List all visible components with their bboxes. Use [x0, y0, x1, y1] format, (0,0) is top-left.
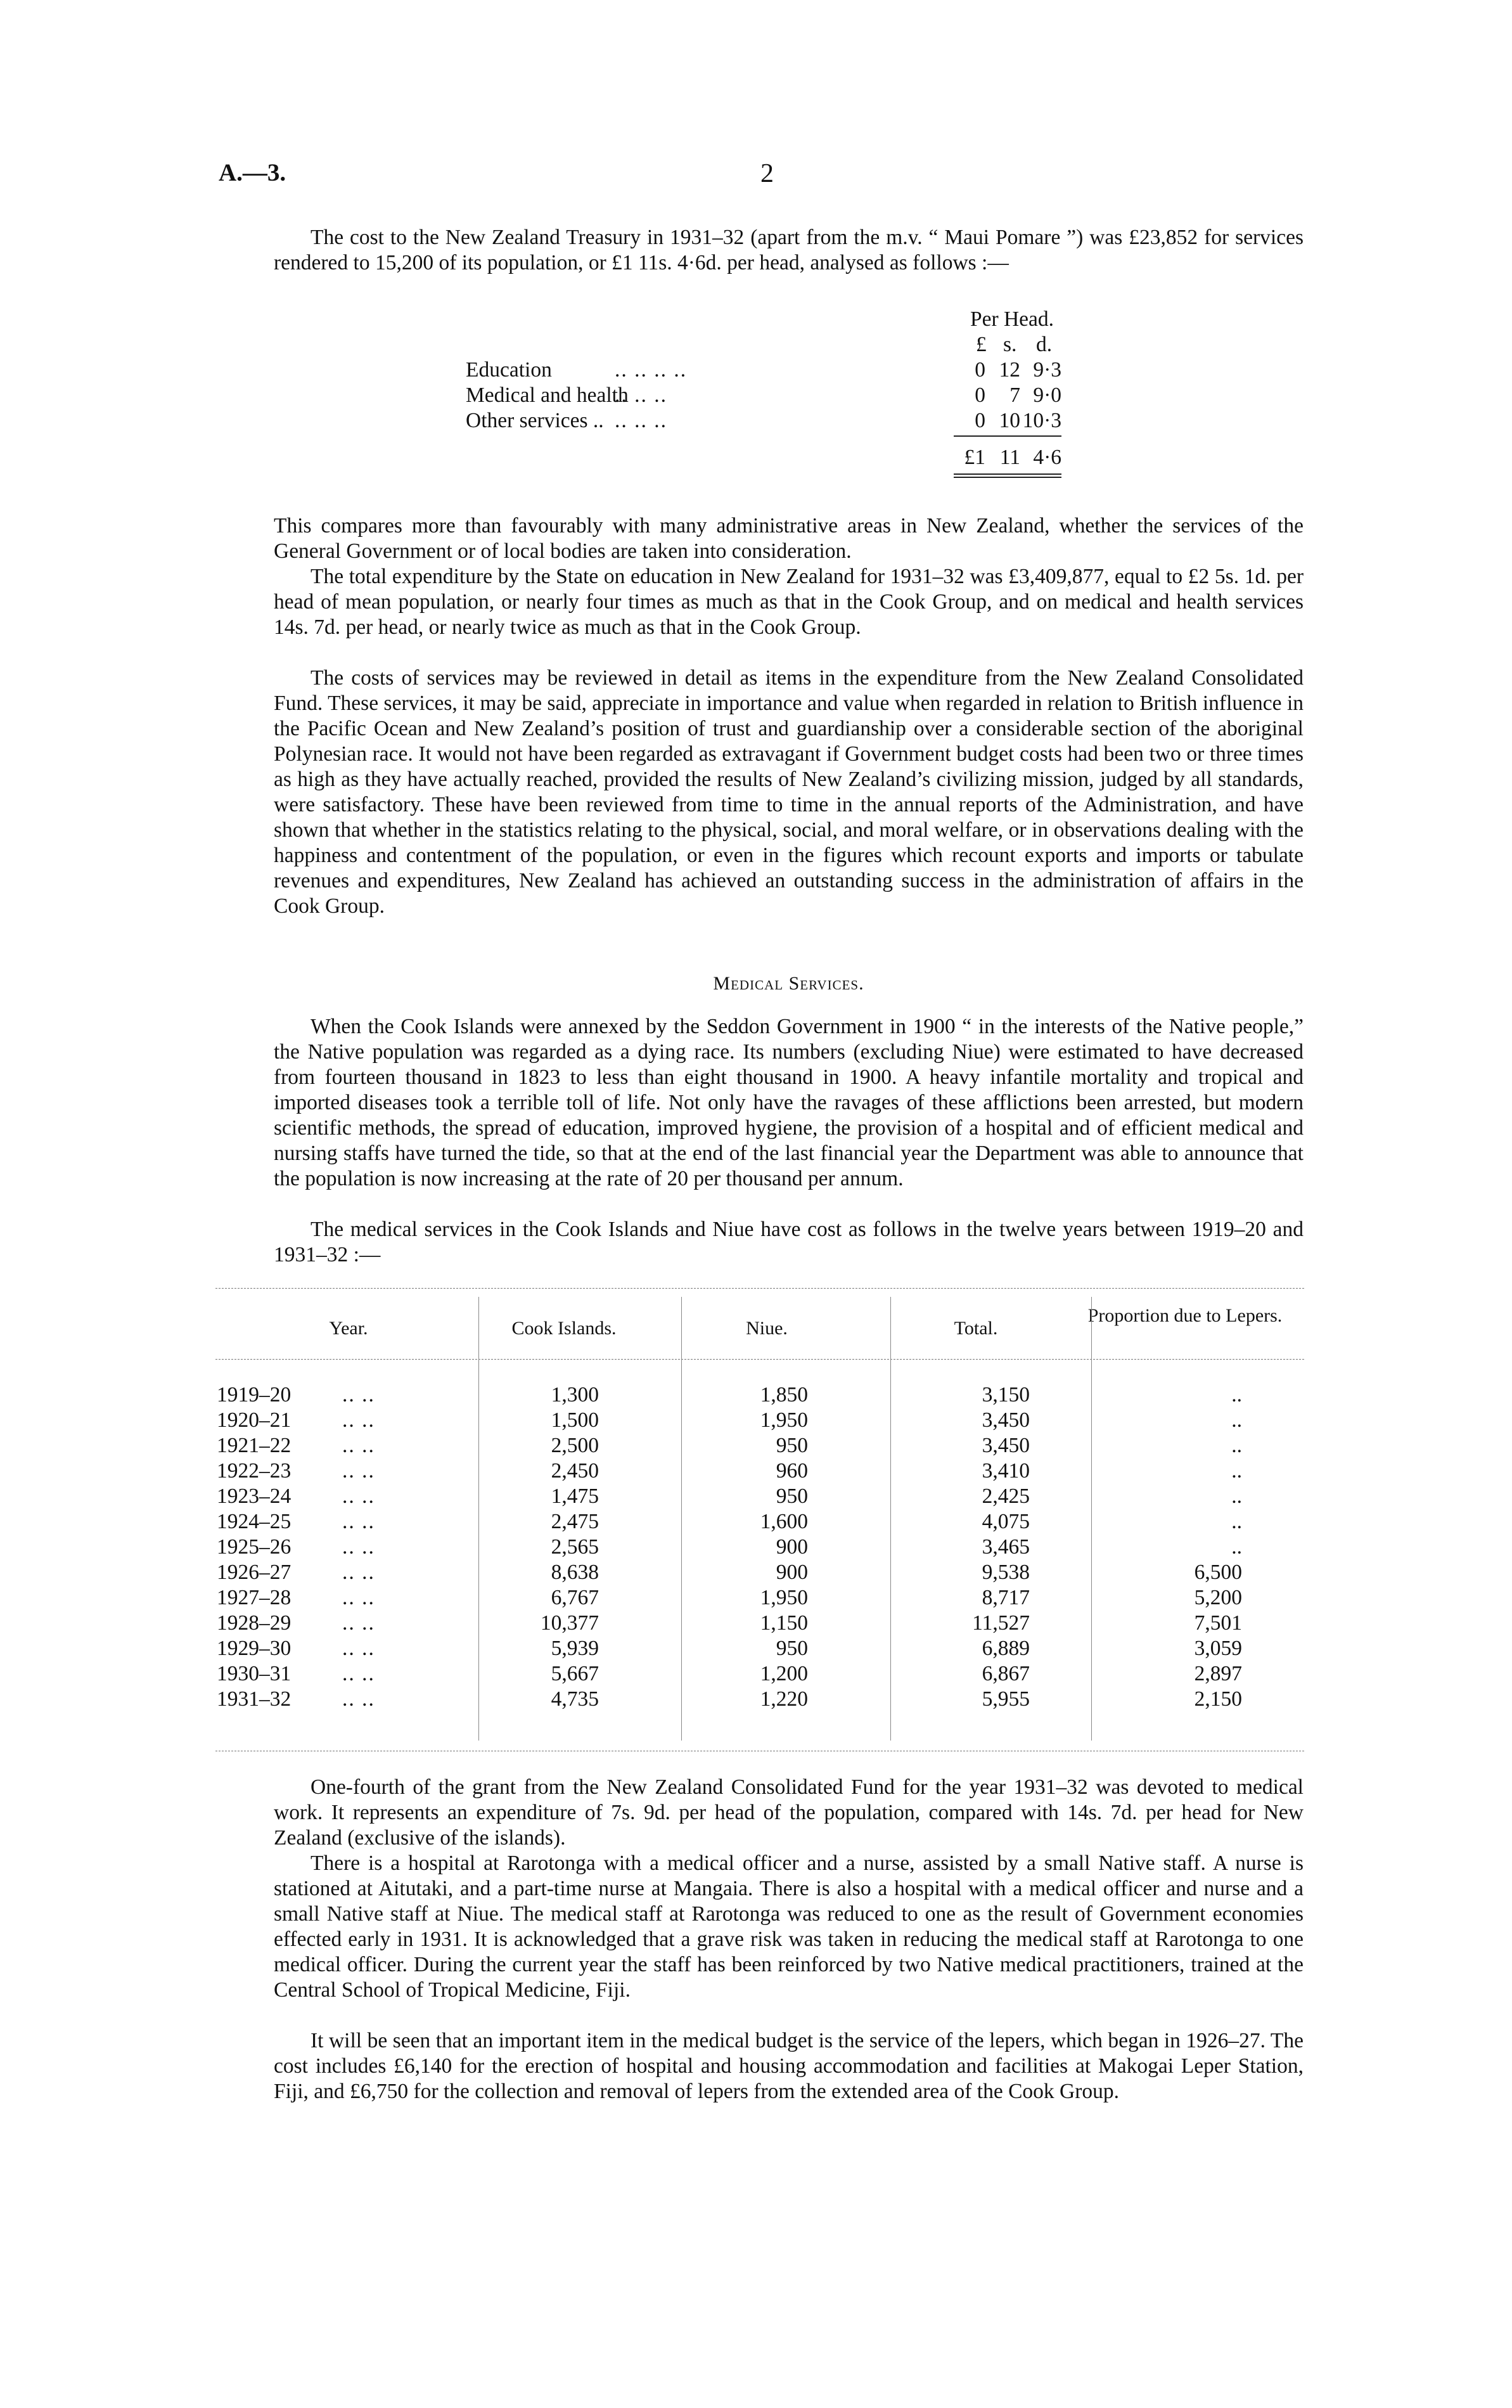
summary-total-pence: 4·6	[1033, 446, 1061, 469]
summary-shillings: 7	[1009, 383, 1020, 407]
paragraph-hospitals: There is a hospital at Rarotonga with a medical officer and a nurse, assisted by a small Native staff. A nurse is stationed at Aitutaki, and a part-time nurse at Mangaia. There is also a hospital with a medical officer and nurse and a small Native staff at Niue. The medical staff at Rarotonga was reduced to one as the result of Government economies effected early in 1931. It is acknowledged that a grave risk was taken in reducing the medical staff at Rarotonga to one medical officer. During the current year the staff has been reinforced by two Native medical practitioners, trained at the Central School of Tropical Medicine, Fiji.	[274, 1851, 1304, 2002]
dot-leaders: .. ..	[342, 1510, 375, 1533]
table-row	[215, 1687, 1304, 1713]
dot-leaders: .. ..	[342, 1611, 375, 1635]
cell-lepers: ..	[1231, 1408, 1242, 1432]
cell-niue: 1,200	[760, 1662, 808, 1685]
cell-total: 3,450	[982, 1434, 1030, 1457]
cell-niue: 950	[776, 1434, 808, 1457]
cell-year: 1925–26	[217, 1535, 292, 1559]
table-row	[215, 1459, 1304, 1484]
cell-cook-islands: 2,450	[551, 1459, 599, 1483]
cell-year: 1919–20	[217, 1383, 292, 1407]
cell-year: 1928–29	[217, 1611, 292, 1635]
summary-double-rule	[954, 477, 1061, 478]
unit-pence: d.	[1036, 333, 1053, 356]
page-number: 2	[760, 159, 774, 188]
cell-year: 1930–31	[217, 1662, 292, 1685]
table-row	[215, 1510, 1304, 1535]
cell-cook-islands: 1,475	[551, 1484, 599, 1508]
paragraph-grant-share: One-fourth of the grant from the New Zealand Consolidated Fund for the year 1931–32 was devoted to medical work. It represents an expenditure of 7s. 9d. per head of the population, compared with 14s. 7d. per head for New Zealand (exclusive of the islands).	[274, 1775, 1304, 1850]
summary-pounds: 0	[975, 409, 985, 432]
summary-row	[466, 383, 1074, 409]
page-header	[219, 158, 1293, 196]
dot-leaders: .. ..	[342, 1561, 375, 1584]
cell-cook-islands: 2,565	[551, 1535, 599, 1559]
cell-total: 3,450	[982, 1408, 1030, 1432]
table-row	[215, 1637, 1304, 1662]
cell-cook-islands: 1,300	[551, 1383, 599, 1407]
cell-total: 5,955	[982, 1687, 1030, 1711]
summary-pence: 10·3	[1022, 409, 1061, 432]
table-row	[215, 1586, 1304, 1611]
cell-niue: 950	[776, 1484, 808, 1508]
paragraph-medical-costs-intro: The medical services in the Cook Islands and Niue have cost as follows in the twelve years between 1919–20 and 1931–32 :—	[274, 1218, 1304, 1266]
table-row	[215, 1662, 1304, 1687]
column-header-lepers: Proportion due to Lepers.	[1087, 1305, 1283, 1326]
cell-total: 6,867	[982, 1662, 1030, 1685]
table-row	[215, 1434, 1304, 1459]
cell-niue: 950	[776, 1637, 808, 1660]
section-title-medical-services: Medical Services.	[713, 973, 864, 994]
cell-year: 1924–25	[217, 1510, 292, 1533]
cell-year: 1927–28	[217, 1586, 292, 1609]
cell-cook-islands: 1,500	[551, 1408, 599, 1432]
table-row	[215, 1383, 1304, 1408]
dot-leaders: .. ..	[342, 1535, 375, 1559]
summary-total-row	[466, 446, 1074, 471]
summary-total-shillings: 11	[999, 446, 1020, 469]
cell-niue: 1,950	[760, 1408, 808, 1432]
unit-pounds: £	[976, 333, 987, 356]
cell-total: 6,889	[982, 1637, 1030, 1660]
cell-cook-islands: 4,735	[551, 1687, 599, 1711]
cell-cook-islands: 10,377	[540, 1611, 599, 1635]
table-row	[215, 1611, 1304, 1637]
cell-total: 4,075	[982, 1510, 1030, 1533]
table-row	[215, 1484, 1304, 1510]
medical-costs-table	[215, 1288, 1304, 1751]
cell-year: 1931–32	[217, 1687, 292, 1711]
cell-niue: 960	[776, 1459, 808, 1483]
cell-lepers: 3,059	[1194, 1637, 1242, 1660]
cell-lepers: ..	[1231, 1535, 1242, 1559]
cell-year: 1923–24	[217, 1484, 292, 1508]
cell-niue: 1,600	[760, 1510, 808, 1533]
column-header-total: Total.	[954, 1318, 998, 1339]
cell-total: 2,425	[982, 1484, 1030, 1508]
table-header-rule	[215, 1359, 1304, 1360]
cell-total: 3,150	[982, 1383, 1030, 1407]
cell-year: 1929–30	[217, 1637, 292, 1660]
unit-shillings: s.	[1003, 333, 1017, 356]
cell-year: 1926–27	[217, 1561, 292, 1584]
cell-lepers: 6,500	[1194, 1561, 1242, 1584]
summary-total-pounds: £1	[964, 446, 985, 469]
cell-cook-islands: 2,500	[551, 1434, 599, 1457]
dot-leaders: .. ..	[342, 1408, 375, 1432]
cell-niue: 900	[776, 1561, 808, 1584]
cell-year: 1921–22	[217, 1434, 292, 1457]
cell-lepers: ..	[1231, 1510, 1242, 1533]
summary-row	[466, 409, 1074, 434]
dot-leaders: .. ..	[342, 1662, 375, 1685]
summary-row-label: Other services ..	[466, 409, 604, 432]
cell-niue: 1,850	[760, 1383, 808, 1407]
cell-total: 9,538	[982, 1561, 1030, 1584]
dot-leaders: .. .. ..	[615, 383, 667, 407]
summary-shillings: 12	[999, 358, 1020, 382]
dot-leaders: .. ..	[342, 1383, 375, 1407]
dot-leaders: .. ..	[342, 1434, 375, 1457]
table-top-rule	[215, 1288, 1304, 1289]
summary-double-rule	[954, 473, 1061, 475]
dot-leaders: .. ..	[342, 1484, 375, 1508]
cell-cook-islands: 5,667	[551, 1662, 599, 1685]
cell-lepers: 7,501	[1194, 1611, 1242, 1635]
summary-row-label: Education	[466, 358, 552, 382]
dot-leaders: .. .. .. ..	[615, 358, 688, 382]
paragraph-lepers: It will be seen that an important item in the medical budget is the service of the lepers, which began in 1926–27. The cost includes £6,140 for the erection of hospital and housing accommodation and facilities at Makogai Leper Station, Fiji, and £6,750 for the collection and removal of lepers from the extended area of the Cook Group.	[274, 2029, 1304, 2103]
summary-pence: 9·3	[1033, 358, 1061, 382]
cell-niue: 1,220	[760, 1687, 808, 1711]
cell-lepers: ..	[1231, 1383, 1242, 1407]
cell-year: 1922–23	[217, 1459, 292, 1483]
cell-cook-islands: 8,638	[551, 1561, 599, 1584]
summary-pounds: 0	[975, 358, 985, 382]
cell-total: 3,410	[982, 1459, 1030, 1483]
dot-leaders: .. ..	[342, 1637, 375, 1660]
cell-total: 3,465	[982, 1535, 1030, 1559]
document-reference: A.—3.	[219, 159, 286, 186]
table-row	[215, 1408, 1304, 1434]
cell-lepers: 5,200	[1194, 1586, 1242, 1609]
summary-shillings: 10	[999, 409, 1020, 432]
cell-niue: 900	[776, 1535, 808, 1559]
cell-lepers: ..	[1231, 1434, 1242, 1457]
cell-lepers: 2,150	[1194, 1687, 1242, 1711]
cell-total: 11,527	[972, 1611, 1030, 1635]
paragraph-costs-review: The costs of services may be reviewed in detail as items in the expenditure from the New Zealand Consolidated Fund. These services, it may be said, appreciate in importance and value when regarded in relation to British influence in the Pacific Ocean and New Zealand’s position of trust and guardianship over a considerable section of the aboriginal Polynesian race. It would not have been regarded as extravagant if Government budget costs had been two or three times as high as they have actually reached, provided the results of New Zealand’s civilizing mission, judged by all standards, were satisfactory. These have been reviewed from time to time in the annual reports of the Administration, and have shown that whether in the statistics relating to the physical, social, and moral welfare, or in observations dealing with the happiness and contentment of the population, or even in the figures which recount exports and imports or tabulate revenues and expenditures, New Zealand has achieved an outstanding success in the administration of affairs in the Cook Group.	[274, 666, 1304, 918]
cell-niue: 1,150	[760, 1611, 808, 1635]
table-row	[215, 1535, 1304, 1561]
dot-leaders: .. ..	[342, 1586, 375, 1609]
summary-rule	[954, 435, 1061, 437]
cell-lepers: 2,897	[1194, 1662, 1242, 1685]
cell-niue: 1,950	[760, 1586, 808, 1609]
dot-leaders: .. ..	[342, 1687, 375, 1711]
dot-leaders: .. ..	[342, 1459, 375, 1483]
cell-cook-islands: 5,939	[551, 1637, 599, 1660]
column-header-year: Year.	[329, 1318, 368, 1339]
cell-year: 1920–21	[217, 1408, 292, 1432]
paragraph-nz-expenditure: The total expenditure by the State on education in New Zealand for 1931–32 was £3,409,877, equal to £2 5s. 1d. per head of mean population, or nearly four times as much as that in the Cook Group, and on medical and health services 14s. 7d. per head, or nearly twice as much as that in the Cook Group.	[274, 565, 1304, 639]
paragraph-treasury-cost: The cost to the New Zealand Treasury in 1931–32 (apart from the m.v. “ Maui Pomare ”) was £23,852 for services rendered to 15,200 of its population, or £1 11s. 4·6d. per head, analysed as follows :—	[274, 226, 1304, 274]
dot-leaders: .. .. ..	[615, 409, 667, 432]
cell-cook-islands: 6,767	[551, 1586, 599, 1609]
column-header-niue: Niue.	[746, 1318, 788, 1339]
summary-row-label: Medical and health	[466, 383, 629, 407]
summary-pounds: 0	[975, 383, 985, 407]
per-head-label: Per Head.	[970, 307, 1054, 331]
summary-pence: 9·0	[1033, 383, 1061, 407]
cell-lepers: ..	[1231, 1459, 1242, 1483]
table-row	[215, 1561, 1304, 1586]
summary-row	[466, 358, 1074, 383]
paragraph-comparison: This compares more than favourably with many administrative areas in New Zealand, whether the services of the General Government or of local bodies are taken into consideration.	[274, 514, 1304, 563]
paragraph-annexation: When the Cook Islands were annexed by the Seddon Government in 1900 “ in the interests of the Native people,” the Native population was regarded as a dying race. Its numbers (excluding Niue) were estimated to have decreased from fourteen thousand in 1823 to less than eight thousand in 1900. A heavy infantile mortality and tropical and imported diseases took a terrible toll of life. Not only have the ravages of these afflictions been arrested, but modern scientific methods, the spread of education, improved hygiene, the provision of a hospital and of efficient medical and nursing staffs have turned the tide, so that at the end of the last financial year the Department was able to announce that the population is now increasing at the rate of 20 per thousand per annum.	[274, 1015, 1304, 1190]
cell-total: 8,717	[982, 1586, 1030, 1609]
cell-cook-islands: 2,475	[551, 1510, 599, 1533]
cell-lepers: ..	[1231, 1484, 1242, 1508]
column-header-cook-islands: Cook Islands.	[511, 1318, 617, 1339]
